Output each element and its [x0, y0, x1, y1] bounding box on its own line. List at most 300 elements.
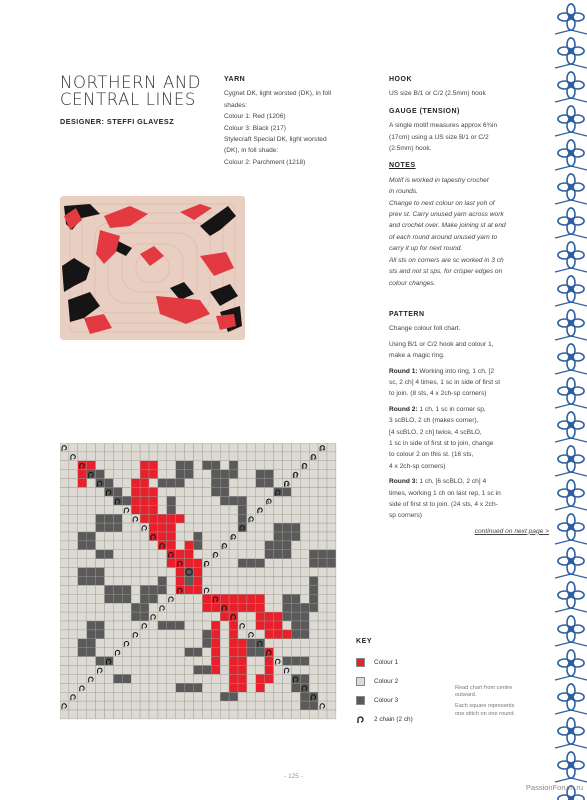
- chart-cell: [149, 470, 158, 479]
- chart-cell: [194, 621, 203, 630]
- round-line: 3 scBLO, 2 ch (makes corner),: [389, 417, 479, 425]
- chart-cell: [211, 488, 220, 497]
- chart-cell: [202, 701, 211, 710]
- chart-cell: [78, 443, 87, 452]
- chart-cell: [283, 514, 292, 523]
- chart-cell: [113, 612, 122, 621]
- chart-cell: [291, 639, 300, 648]
- chart-cell: [238, 612, 247, 621]
- chart-cell: [122, 479, 131, 488]
- round-line: [389, 366, 549, 377]
- chart-cell: [211, 505, 220, 514]
- key-item-colour-3: [356, 691, 413, 710]
- chart-cell: [113, 443, 122, 452]
- key-heading: KEY: [356, 638, 373, 645]
- continued-link[interactable]: continued on next page >: [474, 527, 549, 535]
- chart-cell: [60, 648, 69, 657]
- chart-cell: [60, 683, 69, 692]
- chart-cell: [220, 621, 229, 630]
- chart-cell: [140, 550, 149, 559]
- chart-cell: [167, 639, 176, 648]
- chart-cell: [238, 443, 247, 452]
- chart-cell: [291, 585, 300, 594]
- chart-cell: [202, 657, 211, 666]
- chart-cell: [247, 559, 256, 568]
- chart-cell: [202, 621, 211, 630]
- chart-cell: [274, 612, 283, 621]
- chart-cell: [265, 452, 274, 461]
- chart-cell: [283, 523, 292, 532]
- chart-cell: [167, 443, 176, 452]
- chart-cell: [78, 594, 87, 603]
- chart-cell: [69, 701, 78, 710]
- chart-cell: [167, 710, 176, 719]
- chart-cell: [327, 523, 336, 532]
- notes-line: and crochet over. Make joining st at end: [389, 222, 506, 230]
- chart-cell: [238, 496, 247, 505]
- chart-cell: [211, 470, 220, 479]
- key-item-colour-2: [356, 672, 413, 691]
- chart-cell: [185, 630, 194, 639]
- chart-cell: [247, 666, 256, 675]
- chart-cell: [185, 443, 194, 452]
- chart-cell: [211, 461, 220, 470]
- yarn-heading: YARN: [224, 76, 246, 83]
- chart-cell: [122, 443, 131, 452]
- gauge-line: (17cm) using a US size B/1 or C/2: [389, 133, 489, 141]
- intro-line: Using B/1 or C/2 hook and colour 1,: [389, 340, 494, 348]
- chart-cell: [229, 648, 238, 657]
- chart-cell: [167, 701, 176, 710]
- chart-cell: [229, 568, 238, 577]
- chart-cell: [78, 657, 87, 666]
- chart-cell: [167, 666, 176, 675]
- chart-cell: [176, 639, 185, 648]
- chart-cell: [176, 559, 185, 568]
- chart-cell: [78, 692, 87, 701]
- chart-cell: [105, 648, 114, 657]
- chart-cell: [194, 612, 203, 621]
- chart-cell: [247, 692, 256, 701]
- chart-cell: [69, 648, 78, 657]
- chart-cell: [185, 577, 194, 586]
- chart-cell: [274, 514, 283, 523]
- chart-cell: [247, 603, 256, 612]
- chart-cell: [194, 479, 203, 488]
- chart-cell: [283, 541, 292, 550]
- chart-cell: [105, 621, 114, 630]
- chart-cell: [211, 674, 220, 683]
- chart-cell: [87, 692, 96, 701]
- chart-cell: [167, 657, 176, 666]
- chart-cell: [113, 666, 122, 675]
- round-line: [389, 404, 549, 415]
- chart-cell: [247, 443, 256, 452]
- chart-cell: [238, 532, 247, 541]
- gauge-line: A single motif measures approx 6¾in: [389, 122, 498, 130]
- chart-cell: [211, 666, 220, 675]
- chart-cell: [69, 505, 78, 514]
- yarn-line: Colour 1: Red (1206): [224, 113, 286, 121]
- key-label: 2 chain (2 ch): [374, 716, 413, 723]
- chart-cell: [274, 639, 283, 648]
- chart-cell: [256, 648, 265, 657]
- chart-cell: [149, 594, 158, 603]
- chart-cell: [300, 612, 309, 621]
- chart-cell: [158, 496, 167, 505]
- chart-cell: [327, 683, 336, 692]
- chart-cell: [211, 496, 220, 505]
- chart-cell: [265, 612, 274, 621]
- chart-cell: [158, 577, 167, 586]
- chart-cell: [176, 452, 185, 461]
- chart-cell: [185, 639, 194, 648]
- chart-cell: [194, 488, 203, 497]
- chart-cell: [265, 523, 274, 532]
- chart-cell: [283, 568, 292, 577]
- chart-cell: [327, 559, 336, 568]
- chart-cell: [211, 639, 220, 648]
- chart-cell: [176, 648, 185, 657]
- chart-cell: [149, 532, 158, 541]
- chart-cell: [211, 621, 220, 630]
- chart-cell: [158, 621, 167, 630]
- chart-cell: [105, 701, 114, 710]
- chart-cell: [185, 479, 194, 488]
- chart-cell: [229, 479, 238, 488]
- chart-cell: [327, 701, 336, 710]
- chart-cell: [202, 523, 211, 532]
- chart-cell: [122, 683, 131, 692]
- chart-cell: [176, 692, 185, 701]
- chart-cell: [78, 621, 87, 630]
- chart-cell: [274, 452, 283, 461]
- chart-cell: [194, 496, 203, 505]
- chart-cell: [96, 639, 105, 648]
- chart-cell: [274, 692, 283, 701]
- chart-cell: [220, 666, 229, 675]
- chart-cell: [167, 541, 176, 550]
- chart-cell: [140, 657, 149, 666]
- chart-cell: [327, 470, 336, 479]
- chart-cell: [309, 523, 318, 532]
- chart-cell: [176, 488, 185, 497]
- chart-cell: [194, 514, 203, 523]
- chart-cell: [300, 479, 309, 488]
- chart-cell: [238, 657, 247, 666]
- chart-cell: [185, 532, 194, 541]
- chart-cell: [309, 621, 318, 630]
- chart-cell: [220, 568, 229, 577]
- chart-cell: [291, 701, 300, 710]
- chart-cell: [309, 532, 318, 541]
- chart-cell: [122, 496, 131, 505]
- chart-cell: [309, 550, 318, 559]
- chart-cell: [131, 648, 140, 657]
- chart-cell: [176, 657, 185, 666]
- chart-cell: [122, 648, 131, 657]
- chart-cell: [69, 710, 78, 719]
- chart-cell: [194, 559, 203, 568]
- chart-cell: [256, 523, 265, 532]
- chart-cell: [265, 550, 274, 559]
- chart-cell: [327, 603, 336, 612]
- chart-cell: [167, 514, 176, 523]
- chart-cell: [300, 443, 309, 452]
- chart-cell: [158, 674, 167, 683]
- colour-3-swatch: [356, 696, 365, 705]
- chart-cell: [96, 657, 105, 666]
- round-label: Round 2:: [389, 405, 418, 413]
- chart-cell: [327, 488, 336, 497]
- chart-cell: [291, 666, 300, 675]
- chart-cell: [149, 648, 158, 657]
- chart-cell: [167, 692, 176, 701]
- chart-cell: [149, 577, 158, 586]
- chart-cell: [291, 496, 300, 505]
- notes-line: All sts on corners are sc worked in 3 ch: [389, 256, 504, 264]
- chart-cell: [283, 666, 292, 675]
- chart-cell: [327, 541, 336, 550]
- intro-line: make a magic ring.: [389, 352, 445, 360]
- chart-cell: [69, 612, 78, 621]
- chart-cell: [185, 505, 194, 514]
- chart-cell: [309, 648, 318, 657]
- chart-cell: [220, 514, 229, 523]
- chart-cell: [265, 461, 274, 470]
- chart-cell: [194, 710, 203, 719]
- chart-cell: [105, 630, 114, 639]
- chart-cell: [60, 568, 69, 577]
- chart-cell: [291, 461, 300, 470]
- chart-cell: [309, 568, 318, 577]
- round-number-label: 3: [221, 544, 225, 551]
- chart-cell: [140, 541, 149, 550]
- chart-cell: [158, 461, 167, 470]
- chart-cell: [229, 657, 238, 666]
- designer-credit: DESIGNER: STEFFI GLAVESZ: [60, 117, 175, 126]
- colour-2-swatch: [356, 677, 365, 686]
- chart-cell: [194, 452, 203, 461]
- chart-cell: [131, 630, 140, 639]
- chart-cell: [247, 674, 256, 683]
- chart-key: [356, 638, 413, 729]
- chart-cell: [211, 523, 220, 532]
- chart-cell: [113, 559, 122, 568]
- chart-cell: [131, 692, 140, 701]
- chart-cell: [176, 496, 185, 505]
- chart-cell: [247, 488, 256, 497]
- chart-cell: [229, 674, 238, 683]
- chart-cell: [140, 532, 149, 541]
- chart-cell: [149, 479, 158, 488]
- chart-cell: [167, 594, 176, 603]
- chart-cell: [167, 532, 176, 541]
- chart-cell: [229, 523, 238, 532]
- chart-cell: [105, 550, 114, 559]
- chart-cell: [60, 657, 69, 666]
- chart-cell: [274, 683, 283, 692]
- chart-cell: [96, 496, 105, 505]
- chart-cell: [87, 648, 96, 657]
- chart-cell: [140, 559, 149, 568]
- chart-cell: [140, 577, 149, 586]
- chart-cell: [87, 621, 96, 630]
- chart-cell: [149, 568, 158, 577]
- chart-cell: [220, 585, 229, 594]
- chart-cell: [327, 621, 336, 630]
- chart-cell: [149, 505, 158, 514]
- chart-cell: [229, 541, 238, 550]
- chart-cell: [238, 550, 247, 559]
- chart-cell: [265, 692, 274, 701]
- chart-cell: [220, 488, 229, 497]
- chart-cell: [167, 630, 176, 639]
- chart-cell: [87, 443, 96, 452]
- chart-cell: [247, 577, 256, 586]
- chart-cell: [220, 710, 229, 719]
- chart-cell: [247, 630, 256, 639]
- chart-cell: [87, 683, 96, 692]
- chart-cell: [220, 479, 229, 488]
- chart-cell: [113, 488, 122, 497]
- chart-cell: [274, 603, 283, 612]
- chart-cell: [131, 505, 140, 514]
- chart-cell: [211, 701, 220, 710]
- chart-cell: [283, 443, 292, 452]
- chart-cell: [60, 692, 69, 701]
- chart-cell: [69, 541, 78, 550]
- key-item-colour-1: [356, 653, 413, 672]
- chart-cell: [327, 505, 336, 514]
- chart-cell: [131, 568, 140, 577]
- colour-1-swatch: [356, 658, 365, 667]
- chart-cell: [194, 577, 203, 586]
- chart-cell: [265, 621, 274, 630]
- chart-cell: [105, 577, 114, 586]
- chart-cell: [318, 612, 327, 621]
- chart-cell: [113, 594, 122, 603]
- chart-cell: [300, 585, 309, 594]
- chart-cell: [291, 523, 300, 532]
- chart-cell: [265, 701, 274, 710]
- chart-cell: [96, 710, 105, 719]
- chart-cell: [78, 585, 87, 594]
- chart-cell: [149, 443, 158, 452]
- chart-cell: [300, 630, 309, 639]
- chart-cell: [194, 523, 203, 532]
- chart-cell: [211, 514, 220, 523]
- notes-line: sts and not st sps, for crisper edges on: [389, 268, 503, 276]
- chart-cell: [60, 541, 69, 550]
- chart-cell: [318, 577, 327, 586]
- chart-cell: [185, 496, 194, 505]
- chart-cell: [238, 585, 247, 594]
- chart-cell: [194, 701, 203, 710]
- key-note-1: Read chart from centre outward.: [455, 685, 513, 699]
- chart-cell: [113, 630, 122, 639]
- chart-cell: [131, 666, 140, 675]
- chart-cell: [238, 683, 247, 692]
- chart-cell: [176, 461, 185, 470]
- chart-cell: [140, 523, 149, 532]
- chart-cell: [247, 532, 256, 541]
- chart-cell: [256, 541, 265, 550]
- chart-cell: [300, 488, 309, 497]
- chart-cell: [211, 568, 220, 577]
- chart-cell: [238, 559, 247, 568]
- chart-cell: [283, 710, 292, 719]
- chart-cell: [131, 701, 140, 710]
- chart-cell: [265, 488, 274, 497]
- chart-cell: [274, 630, 283, 639]
- chart-cell: [229, 612, 238, 621]
- chart-cell: [265, 568, 274, 577]
- chart-cell: [122, 523, 131, 532]
- chart-cell: [229, 692, 238, 701]
- notes-line: Motif is worked in tapestry crochet: [389, 176, 489, 184]
- chart-cell: [87, 488, 96, 497]
- chart-cell: [78, 514, 87, 523]
- chart-cell: [202, 505, 211, 514]
- chart-cell: [140, 683, 149, 692]
- round-label: Round 1:: [389, 367, 418, 375]
- chart-cell: [202, 496, 211, 505]
- chart-cell: [211, 594, 220, 603]
- gauge-section: [389, 106, 549, 155]
- right-column: [389, 74, 549, 543]
- chart-cell: [309, 674, 318, 683]
- chart-cell: [149, 523, 158, 532]
- chart-cell: [176, 568, 185, 577]
- chart-cell: [176, 666, 185, 675]
- chart-cell: [238, 710, 247, 719]
- chart-cell: [87, 479, 96, 488]
- title-line-2: CENTRAL LINES: [60, 90, 196, 109]
- chart-cell: [318, 666, 327, 675]
- chart-cell: [140, 479, 149, 488]
- chart-cell: [327, 639, 336, 648]
- chart-cell: [220, 496, 229, 505]
- chart-cell: [256, 692, 265, 701]
- chart-cell: [318, 692, 327, 701]
- chart-cell: [60, 523, 69, 532]
- chart-cell: [78, 505, 87, 514]
- round-line: times, working 1 ch on last rep, 1 sc in: [389, 489, 501, 497]
- chart-cell: [194, 666, 203, 675]
- chart-cell: [229, 488, 238, 497]
- chart-cell: [309, 496, 318, 505]
- chart-cell: [69, 470, 78, 479]
- chart-cell: [105, 470, 114, 479]
- chart-cell: [327, 461, 336, 470]
- chart-cell: [149, 666, 158, 675]
- chart-cell: [113, 577, 122, 586]
- chart-cell: [60, 577, 69, 586]
- chart-cell: [300, 550, 309, 559]
- chart-cell: [122, 541, 131, 550]
- chart-cell: [202, 568, 211, 577]
- chart-cell: [238, 666, 247, 675]
- chart-cell: [318, 621, 327, 630]
- chart-cell: [220, 701, 229, 710]
- chart-cell: [309, 612, 318, 621]
- chart-cell: [229, 559, 238, 568]
- chart-cell: [158, 692, 167, 701]
- chart-cell: [131, 532, 140, 541]
- key-item-chain: [356, 710, 413, 729]
- chart-cell: [96, 594, 105, 603]
